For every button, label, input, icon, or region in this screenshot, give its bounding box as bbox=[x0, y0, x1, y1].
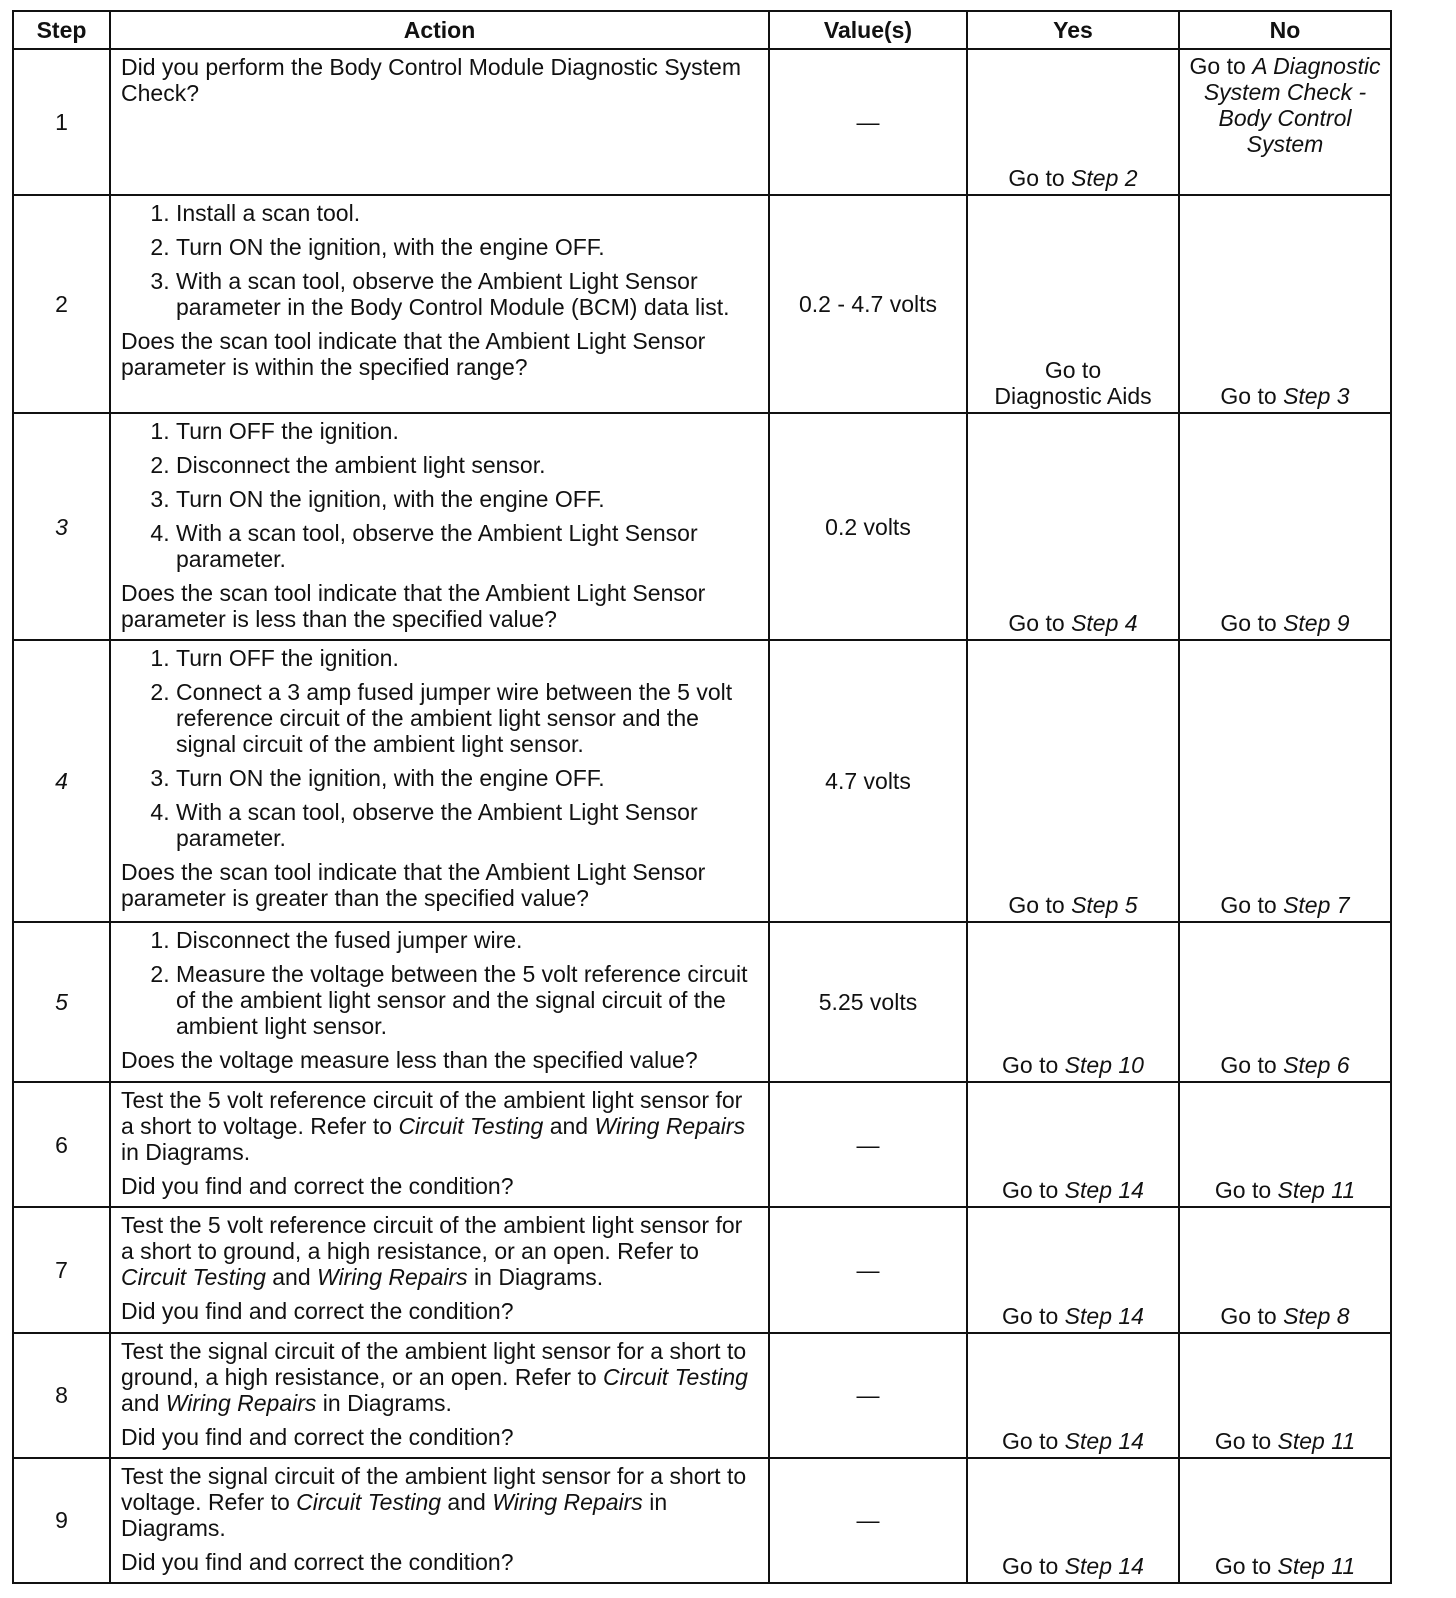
goto-prefix: Go to bbox=[1220, 892, 1277, 919]
yes-cell bbox=[967, 1458, 1179, 1583]
yes-cell bbox=[967, 49, 1179, 195]
yes-cell bbox=[967, 1207, 1179, 1332]
no-cell bbox=[1179, 49, 1391, 195]
action-item: 1. Install a scan tool. bbox=[176, 200, 760, 226]
action-text: Did you perform the Body Control Module Diagnostic System Check? bbox=[121, 54, 742, 106]
action-item: 3. With a scan tool, observe the Ambient Light Sensor parameter in the Body Control Module (BCM) data list. bbox=[176, 268, 760, 320]
table-row bbox=[13, 640, 1391, 922]
action-list bbox=[121, 200, 760, 320]
action-cell bbox=[110, 1458, 769, 1583]
action-item: 3. Turn ON the ignition, with the engine OFF. bbox=[176, 765, 760, 791]
goto-prefix: Go to bbox=[1189, 53, 1246, 79]
table-row bbox=[13, 49, 1391, 195]
wiring-repairs-link[interactable]: Wiring Repairs bbox=[492, 1488, 643, 1515]
table-row bbox=[13, 1082, 1391, 1207]
diagrams-text: in Diagrams. bbox=[121, 1139, 251, 1166]
action-question: Did you find and correct the condition? bbox=[121, 1173, 514, 1200]
action-question: Does the voltage measure less than the specified value? bbox=[121, 1047, 698, 1074]
step-link[interactable]: Step 9 bbox=[1283, 610, 1350, 637]
step-number: 6 bbox=[13, 1082, 110, 1207]
diagnostic-table bbox=[12, 10, 1392, 1584]
step-link[interactable]: Step 8 bbox=[1283, 1302, 1350, 1329]
conjunction: and bbox=[549, 1113, 589, 1140]
header-no: No bbox=[1179, 11, 1391, 49]
table-row bbox=[13, 1333, 1391, 1458]
action-question: Does the scan tool indicate that the Ambient Light Sensor parameter is less than the specified value? bbox=[121, 580, 706, 633]
action-item: 1. Turn OFF the ignition. bbox=[176, 418, 760, 444]
wiring-repairs-link[interactable]: Wiring Repairs bbox=[594, 1113, 746, 1140]
action-question: Did you find and correct the condition? bbox=[121, 1298, 514, 1325]
value-cell: — bbox=[769, 1207, 967, 1332]
step-link[interactable]: Step 14 bbox=[1064, 1553, 1144, 1579]
step-link[interactable]: Step 14 bbox=[1064, 1427, 1144, 1454]
yes-cell bbox=[967, 922, 1179, 1082]
no-cell bbox=[1179, 1082, 1391, 1207]
diagrams-text: in Diagrams. bbox=[474, 1264, 604, 1291]
action-item: 2. Disconnect the ambient light sensor. bbox=[176, 452, 760, 478]
action-list bbox=[121, 645, 760, 851]
step-link[interactable]: Step 11 bbox=[1277, 1553, 1356, 1579]
table-row bbox=[13, 1458, 1391, 1583]
step-link[interactable]: Step 7 bbox=[1283, 892, 1350, 919]
action-item: 1. Turn OFF the ignition. bbox=[176, 645, 760, 671]
circuit-testing-link[interactable]: Circuit Testing bbox=[121, 1264, 266, 1291]
value-cell: 4.7 volts bbox=[769, 640, 967, 922]
action-question: Does the scan tool indicate that the Ambient Light Sensor parameter is greater than the specified value? bbox=[121, 859, 706, 912]
yes-cell bbox=[967, 640, 1179, 922]
action-text bbox=[121, 1212, 760, 1290]
action-instruction: Test the signal circuit of the ambient light sensor for a short to voltage. Refer to bbox=[121, 1462, 747, 1515]
goto-prefix: Go to bbox=[1002, 1052, 1059, 1079]
procedure-link[interactable]: A Diagnostic System Check - Body Control System bbox=[1203, 53, 1381, 157]
goto-prefix: Go to bbox=[1214, 1427, 1272, 1454]
action-instruction: Test the 5 volt reference circuit of the ambient light sensor for a short to ground, a high resistance, or an open. Refer to bbox=[121, 1212, 743, 1265]
action-item: 4. With a scan tool, observe the Ambient Light Sensor parameter. bbox=[176, 520, 760, 572]
goto-prefix: Go to bbox=[1008, 610, 1065, 637]
diagnostic-aids-link[interactable]: Diagnostic Aids bbox=[994, 383, 1152, 410]
action-cell bbox=[110, 1207, 769, 1332]
value-cell: — bbox=[769, 1458, 967, 1583]
yes-cell bbox=[967, 195, 1179, 414]
no-cell bbox=[1179, 922, 1391, 1082]
conjunction: and bbox=[121, 1389, 160, 1416]
conjunction: and bbox=[272, 1264, 311, 1291]
wiring-repairs-link[interactable]: Wiring Repairs bbox=[165, 1389, 317, 1416]
step-number: 4 bbox=[13, 640, 110, 922]
action-question: Does the scan tool indicate that the Ambient Light Sensor parameter is within the specified range? bbox=[121, 327, 706, 380]
no-cell bbox=[1179, 413, 1391, 640]
step-number: 5 bbox=[13, 922, 110, 1082]
step-link[interactable]: Step 3 bbox=[1283, 383, 1350, 410]
goto-prefix: Go to bbox=[1002, 1177, 1059, 1204]
action-item: 3. Turn ON the ignition, with the engine OFF. bbox=[176, 486, 760, 512]
value-cell: 5.25 volts bbox=[769, 922, 967, 1082]
step-number: 8 bbox=[13, 1333, 110, 1458]
value-cell: — bbox=[769, 1082, 967, 1207]
goto-prefix: Go to bbox=[1044, 357, 1102, 384]
no-cell bbox=[1179, 1333, 1391, 1458]
action-cell bbox=[110, 195, 769, 414]
value-cell: 0.2 - 4.7 volts bbox=[769, 195, 967, 414]
action-cell bbox=[110, 640, 769, 922]
no-cell bbox=[1179, 195, 1391, 414]
action-question: Did you find and correct the condition? bbox=[121, 1548, 514, 1575]
goto-prefix: Go to bbox=[1220, 1302, 1277, 1329]
action-cell bbox=[110, 49, 769, 195]
conjunction: and bbox=[447, 1488, 486, 1515]
wiring-repairs-link[interactable]: Wiring Repairs bbox=[317, 1264, 468, 1291]
step-link[interactable]: Step 6 bbox=[1283, 1052, 1350, 1079]
action-item: 2. Turn ON the ignition, with the engine OFF. bbox=[176, 234, 760, 260]
action-cell bbox=[110, 1082, 769, 1207]
action-text bbox=[121, 1087, 760, 1165]
action-item: 1. Disconnect the fused jumper wire. bbox=[176, 927, 760, 953]
step-link[interactable]: Step 11 bbox=[1277, 1427, 1356, 1454]
step-number: 3 bbox=[13, 413, 110, 640]
step-link[interactable]: Step 5 bbox=[1071, 892, 1138, 919]
step-number: 7 bbox=[13, 1207, 110, 1332]
goto-prefix: Go to bbox=[1220, 1052, 1277, 1079]
action-cell bbox=[110, 413, 769, 640]
circuit-testing-link[interactable]: Circuit Testing bbox=[603, 1363, 748, 1390]
goto-prefix: Go to bbox=[1002, 1427, 1059, 1454]
circuit-testing-link[interactable]: Circuit Testing bbox=[398, 1113, 544, 1140]
step-link[interactable]: Step 2 bbox=[1071, 164, 1138, 191]
header-values: Value(s) bbox=[769, 11, 967, 49]
goto-prefix: Go to bbox=[1002, 1553, 1059, 1579]
goto-prefix: Go to bbox=[1008, 892, 1065, 919]
action-instruction: Test the 5 volt reference circuit of the ambient light sensor for a short to voltage. Refer to bbox=[121, 1087, 743, 1140]
value-cell: 0.2 volts bbox=[769, 413, 967, 640]
action-item: 2. Connect a 3 amp fused jumper wire between the 5 volt reference circuit of the ambient light sensor and the signal circuit of the ambient light sensor. bbox=[176, 679, 760, 757]
action-cell bbox=[110, 922, 769, 1082]
yes-cell bbox=[967, 1082, 1179, 1207]
action-item: 2. Measure the voltage between the 5 volt reference circuit of the ambient light sensor and the signal circuit of the ambient light sensor. bbox=[176, 961, 760, 1039]
action-question: Did you find and correct the condition? bbox=[121, 1423, 514, 1450]
step-number: 9 bbox=[13, 1458, 110, 1583]
table-row bbox=[13, 195, 1391, 414]
step-link[interactable]: Step 4 bbox=[1071, 610, 1138, 637]
header-row bbox=[13, 11, 1391, 49]
header-action: Action bbox=[110, 11, 769, 49]
action-list bbox=[121, 927, 760, 1039]
header-yes: Yes bbox=[967, 11, 1179, 49]
goto-prefix: Go to bbox=[1214, 1553, 1272, 1579]
circuit-testing-link[interactable]: Circuit Testing bbox=[296, 1488, 442, 1515]
goto-prefix: Go to bbox=[1002, 1302, 1059, 1329]
action-list bbox=[121, 418, 760, 572]
action-cell bbox=[110, 1333, 769, 1458]
action-item: 4. With a scan tool, observe the Ambient Light Sensor parameter. bbox=[176, 799, 760, 851]
goto-prefix: Go to bbox=[1220, 383, 1277, 410]
step-link[interactable]: Step 14 bbox=[1064, 1302, 1144, 1329]
step-link[interactable]: Step 10 bbox=[1064, 1052, 1144, 1079]
no-cell bbox=[1179, 1458, 1391, 1583]
no-cell bbox=[1179, 1207, 1391, 1332]
action-text bbox=[121, 1463, 760, 1541]
goto-prefix: Go to bbox=[1008, 164, 1065, 191]
diagrams-text: in Diagrams. bbox=[121, 1488, 668, 1541]
yes-cell bbox=[967, 1333, 1179, 1458]
step-link[interactable]: Step 11 bbox=[1277, 1177, 1356, 1204]
step-link[interactable]: Step 14 bbox=[1064, 1177, 1144, 1204]
step-number: 1 bbox=[13, 49, 110, 195]
step-number: 2 bbox=[13, 195, 110, 414]
no-cell bbox=[1179, 640, 1391, 922]
goto-prefix: Go to bbox=[1214, 1177, 1272, 1204]
action-text bbox=[121, 1338, 760, 1416]
yes-cell bbox=[967, 413, 1179, 640]
diagrams-text: in Diagrams. bbox=[322, 1389, 452, 1416]
goto-prefix: Go to bbox=[1220, 610, 1277, 637]
table-row bbox=[13, 413, 1391, 640]
action-instruction: Test the signal circuit of the ambient light sensor for a short to ground, a high resistance, or an open. Refer to bbox=[121, 1337, 747, 1390]
value-cell: — bbox=[769, 1333, 967, 1458]
header-step: Step bbox=[13, 11, 110, 49]
table-row bbox=[13, 1207, 1391, 1332]
value-cell: — bbox=[769, 49, 967, 195]
table-row bbox=[13, 922, 1391, 1082]
